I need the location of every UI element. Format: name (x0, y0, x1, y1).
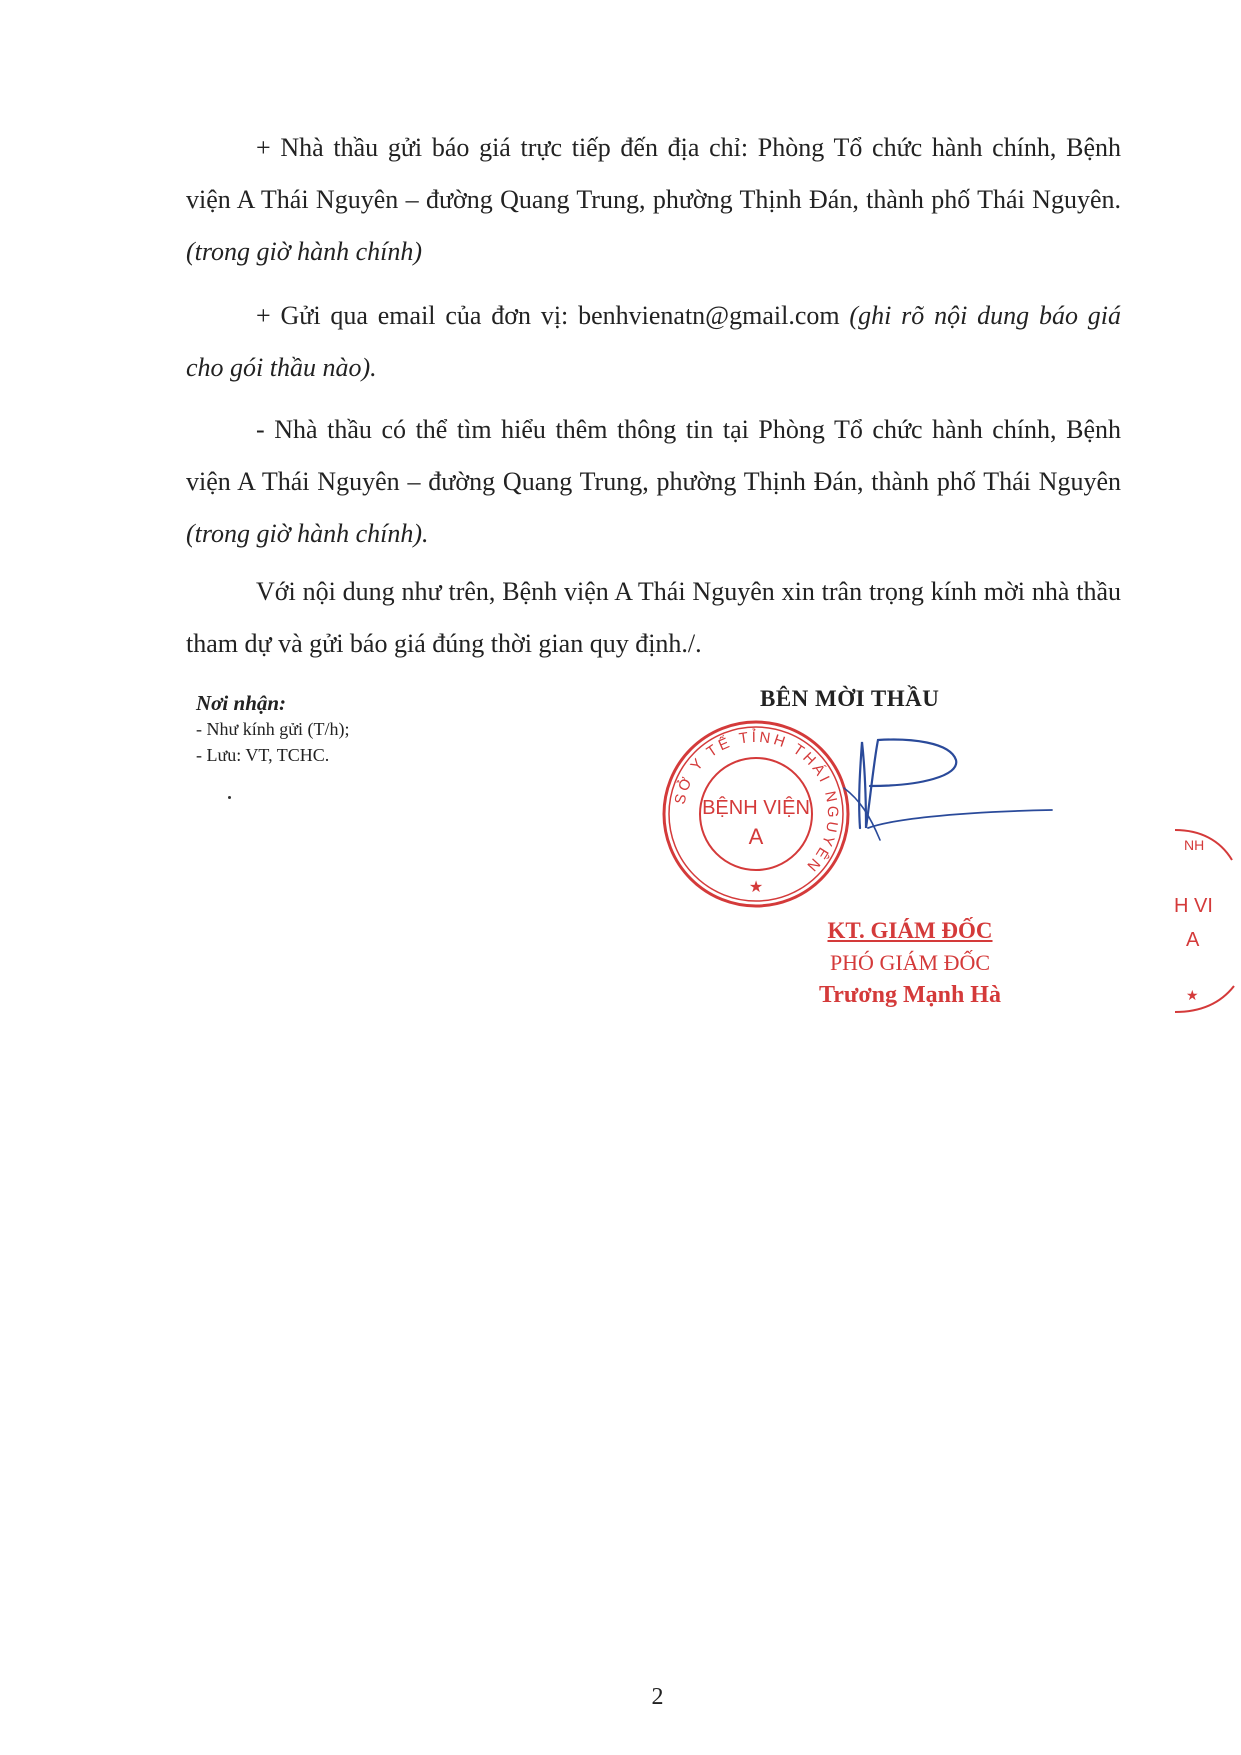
seal-ring-text: SỞ Y TẾ TỈNH THÁI NGUYÊN (671, 728, 842, 877)
sender-title: BÊN MỜI THẦU (760, 686, 940, 711)
stray-mark (228, 796, 231, 799)
partial-seal-line2: H VI (1174, 895, 1213, 917)
partial-seal-stamp (1170, 820, 1241, 1020)
paragraph-italic-note: (ghi rõ nội dung báo giá cho gói thầu nào). (186, 301, 1121, 382)
signer-name: Trương Mạnh Hà (819, 982, 1001, 1008)
partial-seal-line1: NH (1184, 837, 1205, 853)
recipient-item: - Lưu: VT, TCHC. (196, 745, 330, 765)
signature-image (800, 730, 1070, 850)
seal-center-line2: A (748, 824, 764, 849)
recipients-label: Nơi nhận: (196, 691, 287, 715)
signer-position-line2: PHÓ GIÁM ĐỐC (829, 950, 991, 975)
seal-center-line1: BỆNH VIỆN (702, 797, 810, 819)
paragraph-email-submission (186, 290, 1121, 394)
partial-seal-star-icon: ★ (1186, 988, 1199, 1004)
signer-position-line1: KT. GIÁM ĐỐC (827, 918, 993, 943)
paragraph-text: + Nhà thầu gửi báo giá trực tiếp đến địa chỉ: Phòng Tổ chức hành chính, Bệnh viện A Thái Nguyên – đường Quang Trung, phường Thịnh Đán, thành phố Thái Nguyên. (186, 133, 1121, 214)
recipient-item: - Như kính gửi (T/h); (196, 719, 350, 739)
signature-block (800, 915, 1020, 1011)
paragraph-direct-submission (186, 122, 1121, 278)
paragraph-italic-note: (trong giờ hành chính) (186, 237, 423, 266)
seal-star-icon: ★ (748, 877, 764, 896)
paragraph-text: Với nội dung như trên, Bệnh viện A Thái Nguyên xin trân trọng kính mời nhà thầu tham dự và gửi báo giá đúng thời gian quy định./. (186, 577, 1121, 658)
paragraph-more-info (186, 404, 1121, 560)
recipients-block (196, 690, 350, 768)
paragraph-text: - Nhà thầu có thể tìm hiểu thêm thông tin tại Phòng Tổ chức hành chính, Bệnh viện A Thái Nguyên – đường Quang Trung, phường Thịnh Đán, thành phố Thái Nguyên (186, 415, 1121, 496)
paragraph-italic-note: (trong giờ hành chính). (186, 519, 429, 548)
paragraph-closing-invitation (186, 566, 1121, 670)
page-number: 2 (651, 1684, 664, 1710)
paragraph-text: + Gửi qua email của đơn vị: benhvienatn@gmail.com (256, 301, 850, 330)
partial-seal-line3: A (1186, 929, 1200, 951)
